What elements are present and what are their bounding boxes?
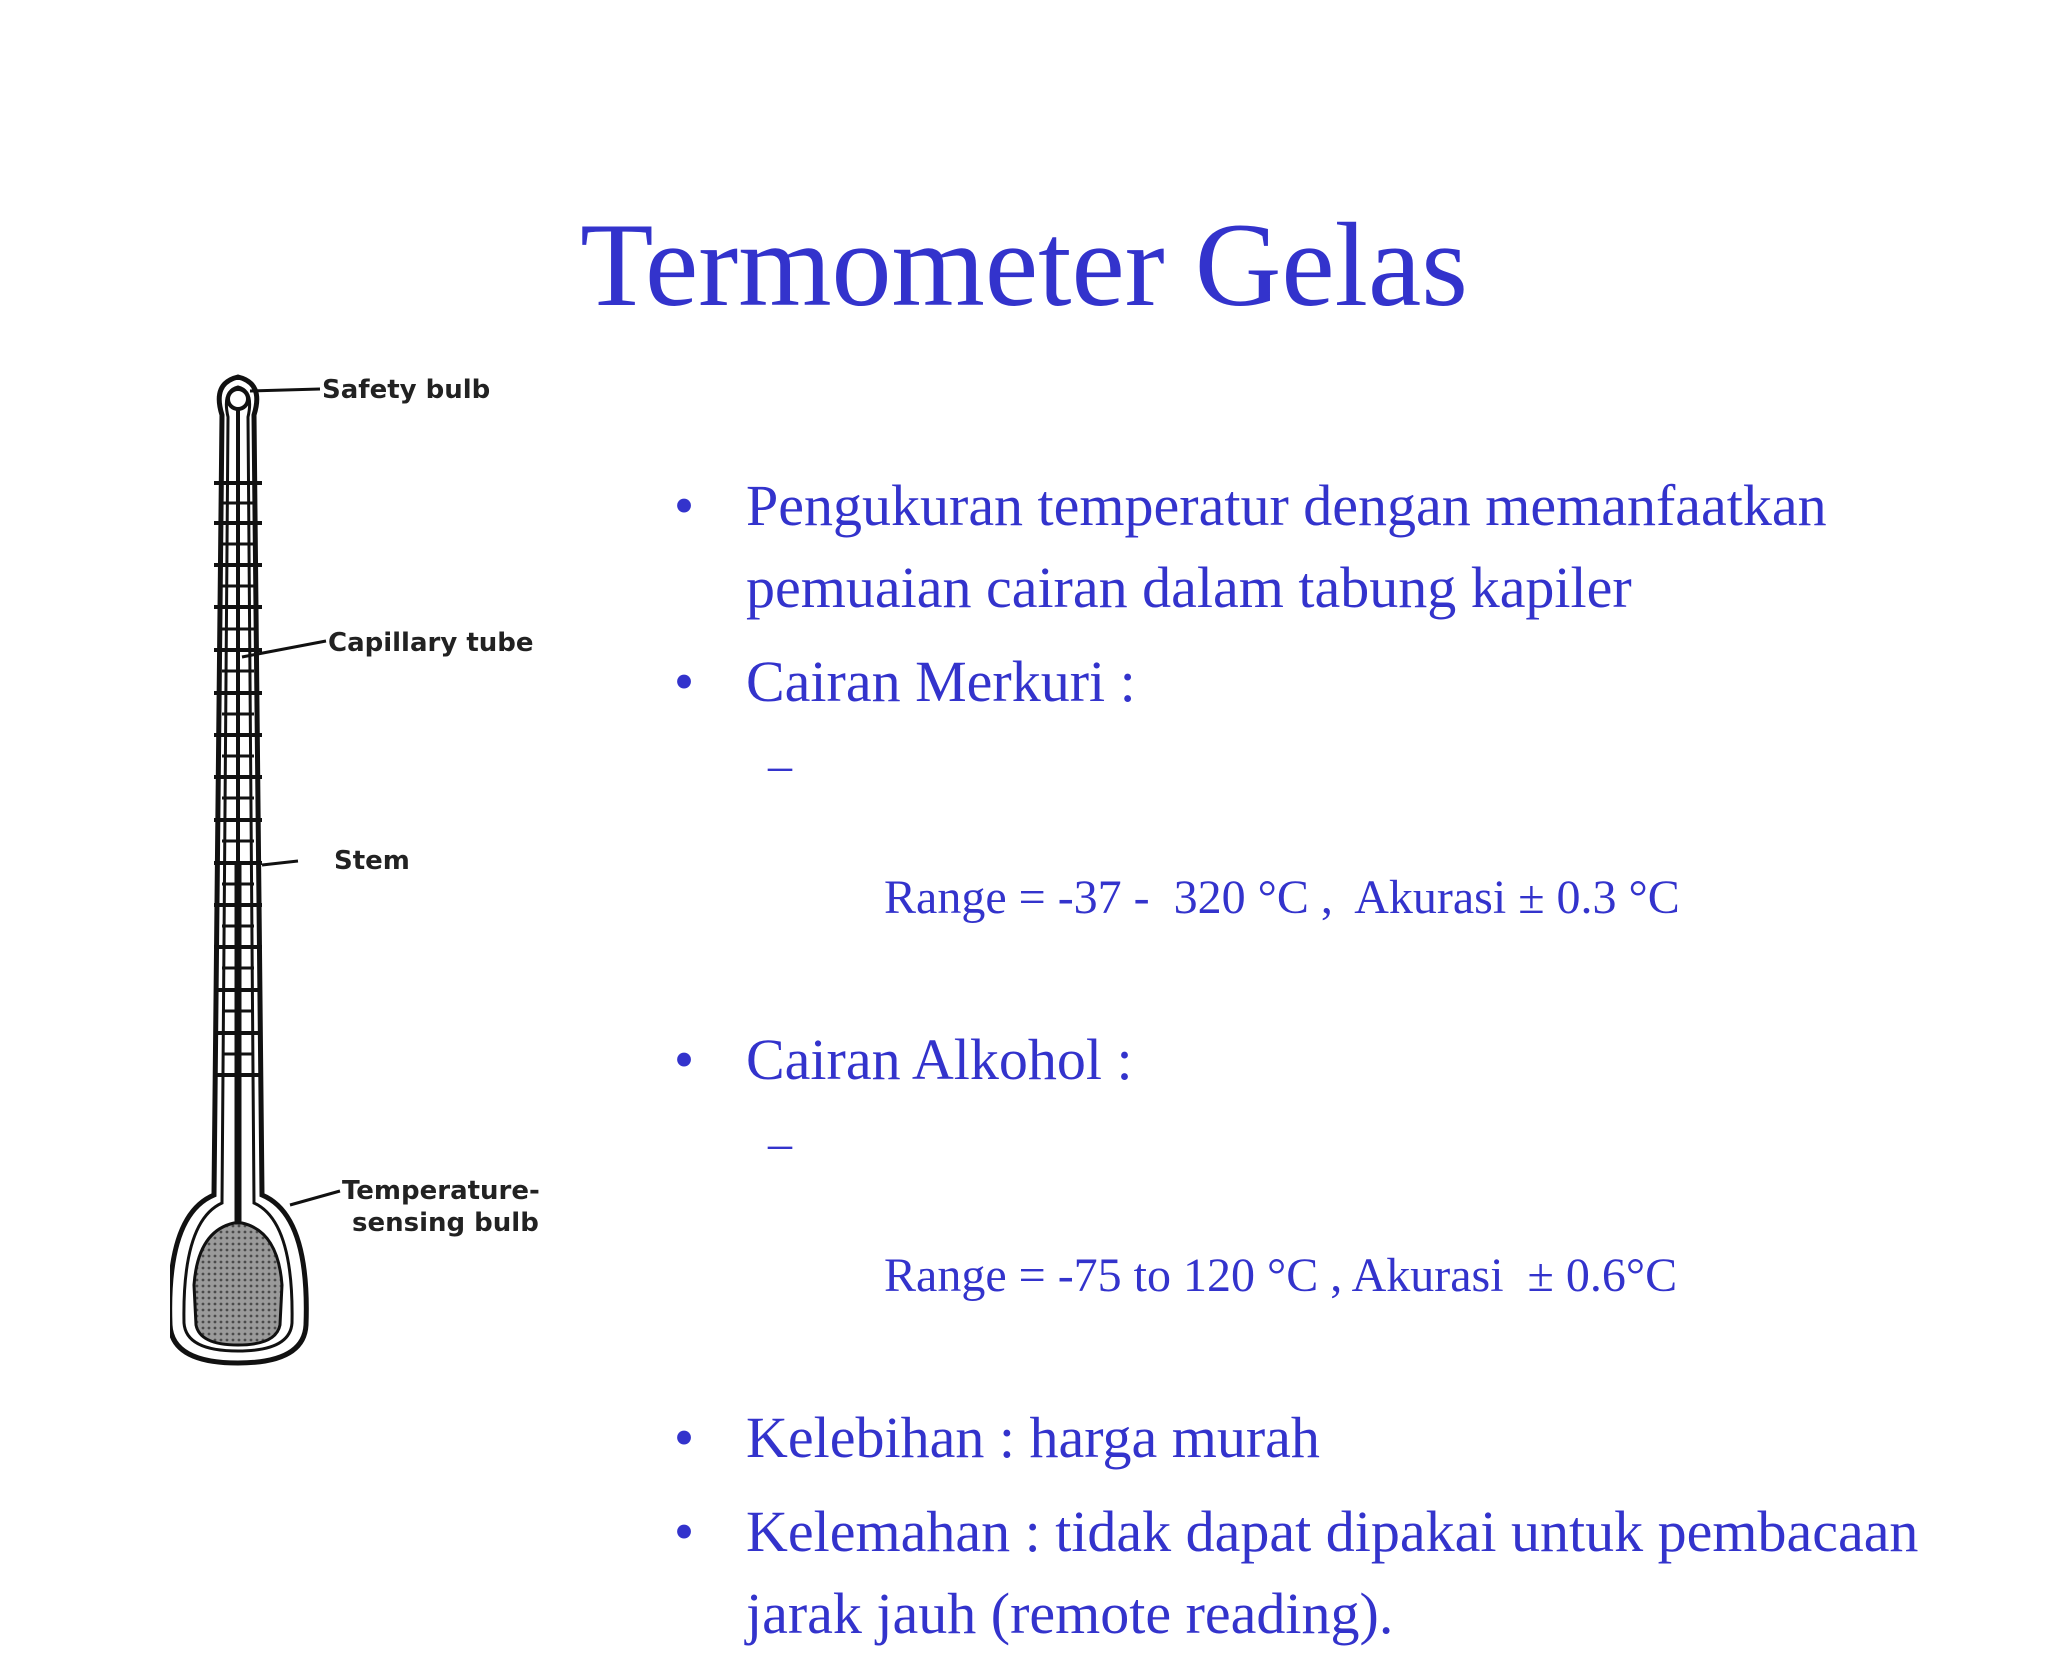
sub-bullet-marker: – (768, 1117, 792, 1170)
bullet-item (660, 1019, 1960, 1101)
bullet-marker: • (673, 1027, 695, 1092)
safety-bulb (228, 389, 248, 409)
bullet-marker: • (673, 1405, 695, 1470)
safety-bulb-label: Safety bulb (322, 375, 491, 405)
sub-bullet-item (660, 733, 1960, 997)
sub-bullet-marker: – (768, 739, 792, 792)
bullet-item (660, 465, 1960, 629)
sensing-bulb-label-line2: sensing bulb (352, 1208, 539, 1238)
bullet-marker: • (673, 473, 695, 538)
bullet-item (660, 1491, 1960, 1655)
bullet-text: Cairan Alkohol : (746, 1027, 1133, 1092)
stem-label: Stem (334, 846, 410, 876)
sub-bullet-text: Range = -37 - 320 °C , Akurasi ± 0.3 °C (884, 871, 1680, 924)
bullet-item (660, 1397, 1960, 1479)
slide-title: Termometer Gelas (580, 198, 1468, 331)
sub-bullet-text: Range = -75 to 120 °C , Akurasi ± 0.6°C (884, 1249, 1678, 1302)
thermometer-illustration (170, 365, 590, 1375)
thermometer-diagram (170, 365, 590, 1375)
bullet-item (660, 641, 1960, 723)
sensing-bulb-label-line1: Temperature- (342, 1176, 540, 1206)
bullet-marker: • (673, 1499, 695, 1564)
bullet-text: Pengukuran temperatur dengan memanfaatkan pemuaian cairan dalam tabung kapiler (746, 473, 1827, 620)
bullet-text: Kelemahan : tidak dapat dipakai untuk pembacaan jarak jauh (remote reading). (746, 1499, 1919, 1646)
bullet-list (660, 465, 1960, 1667)
capillary-tube-label: Capillary tube (328, 628, 534, 658)
bullet-text: Cairan Merkuri : (746, 649, 1136, 714)
bullet-marker: • (673, 649, 695, 714)
bullet-text: Kelebihan : harga murah (746, 1405, 1320, 1470)
sub-bullet-item (660, 1111, 1960, 1375)
temperature-sensing-bulb (194, 1223, 282, 1345)
